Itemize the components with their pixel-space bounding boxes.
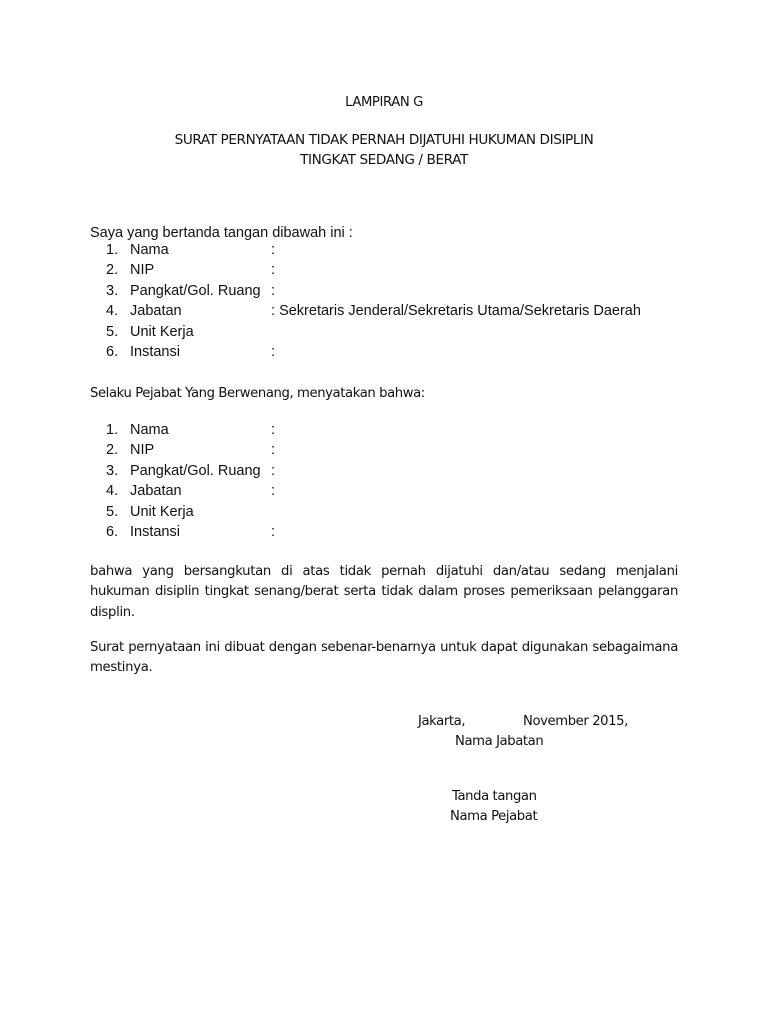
- item-number: 2.: [106, 442, 119, 459]
- item-number: 4.: [106, 483, 119, 500]
- section1-intro: Saya yang bertanda tangan dibawah ini :: [90, 225, 353, 241]
- section2-intro: Selaku Pejabat Yang Berwenang, menyatakan bahwa:: [90, 386, 425, 401]
- item-label: Nama: [130, 242, 169, 258]
- item-separator: :: [271, 524, 276, 540]
- signature-position: Nama Jabatan: [455, 734, 544, 749]
- item-label: Nama: [130, 422, 169, 438]
- list-item: [0, 281, 768, 301]
- item-separator: :: [271, 262, 276, 279]
- item-separator: :: [271, 442, 276, 459]
- item-separator: :: [271, 483, 276, 500]
- paragraph-statement: bahwa yang bersangkutan di atas tidak pernah dijatuhi dan/atau sedang menjalani hukuman disiplin tingkat senang/berat serta tidak dalam proses pemeriksaan pelanggaran displin.: [90, 564, 678, 620]
- item-number: 3.: [106, 462, 119, 479]
- list-item: [0, 260, 768, 280]
- list-item: [0, 502, 768, 522]
- item-label: Pangkat/Gol. Ruang: [130, 462, 261, 479]
- list-item: [0, 461, 768, 481]
- signature-date: November 2015,: [523, 714, 628, 729]
- item-separator: :: [271, 462, 276, 479]
- item-number: 5.: [106, 503, 119, 520]
- item-number: 4.: [106, 303, 119, 320]
- item-separator: :: [271, 344, 276, 360]
- item-separator: :: [271, 282, 276, 299]
- document-title-line2: TINGKAT SEDANG / BERAT: [300, 152, 468, 168]
- item-number: 3.: [106, 282, 119, 299]
- list-item: [0, 301, 768, 321]
- item-number: 5.: [106, 323, 119, 340]
- list-item: [0, 420, 768, 440]
- item-separator: :: [271, 422, 276, 438]
- item-number: 6.: [106, 524, 119, 540]
- list-item: [0, 322, 768, 342]
- item-label: NIP: [130, 442, 155, 459]
- item-label: Pangkat/Gol. Ruang: [130, 282, 261, 299]
- signature-placeholder: Tanda tangan: [452, 789, 537, 804]
- list-item: [0, 342, 768, 362]
- paragraph-closing: Surat pernyataan ini dibuat dengan sebenar-benarnya untuk dapat digunakan sebagaimana mestinya.: [90, 640, 678, 676]
- item-label: NIP: [130, 262, 155, 279]
- item-value: Sekretaris Jenderal/Sekretaris Utama/Sekretaris Daerah: [279, 303, 641, 320]
- item-number: 1.: [106, 422, 119, 438]
- list-item: [0, 522, 768, 542]
- item-label: Unit Kerja: [130, 503, 194, 520]
- item-separator: : Sekretaris Jenderal/Sekretaris Utama/Sekretaris Daerah: [271, 303, 641, 320]
- signature-city: Jakarta,: [418, 714, 466, 729]
- list-item: [0, 481, 768, 501]
- signatory-name: Nama Pejabat: [450, 809, 538, 824]
- item-label: Unit Kerja: [130, 323, 194, 340]
- item-label: Instansi: [130, 344, 180, 360]
- item-label: Jabatan: [130, 483, 182, 500]
- list-item: [0, 240, 768, 260]
- item-number: 6.: [106, 344, 119, 360]
- item-label: Jabatan: [130, 303, 182, 320]
- item-label: Instansi: [130, 524, 180, 540]
- lampiran-label: LAMPIRAN G: [345, 95, 423, 110]
- document-title-line1: SURAT PERNYATAAN TIDAK PERNAH DIJATUHI HUKUMAN DISIPLIN: [174, 132, 594, 148]
- item-number: 1.: [106, 242, 119, 258]
- list-item: [0, 440, 768, 460]
- item-separator: :: [271, 242, 276, 258]
- item-number: 2.: [106, 262, 119, 279]
